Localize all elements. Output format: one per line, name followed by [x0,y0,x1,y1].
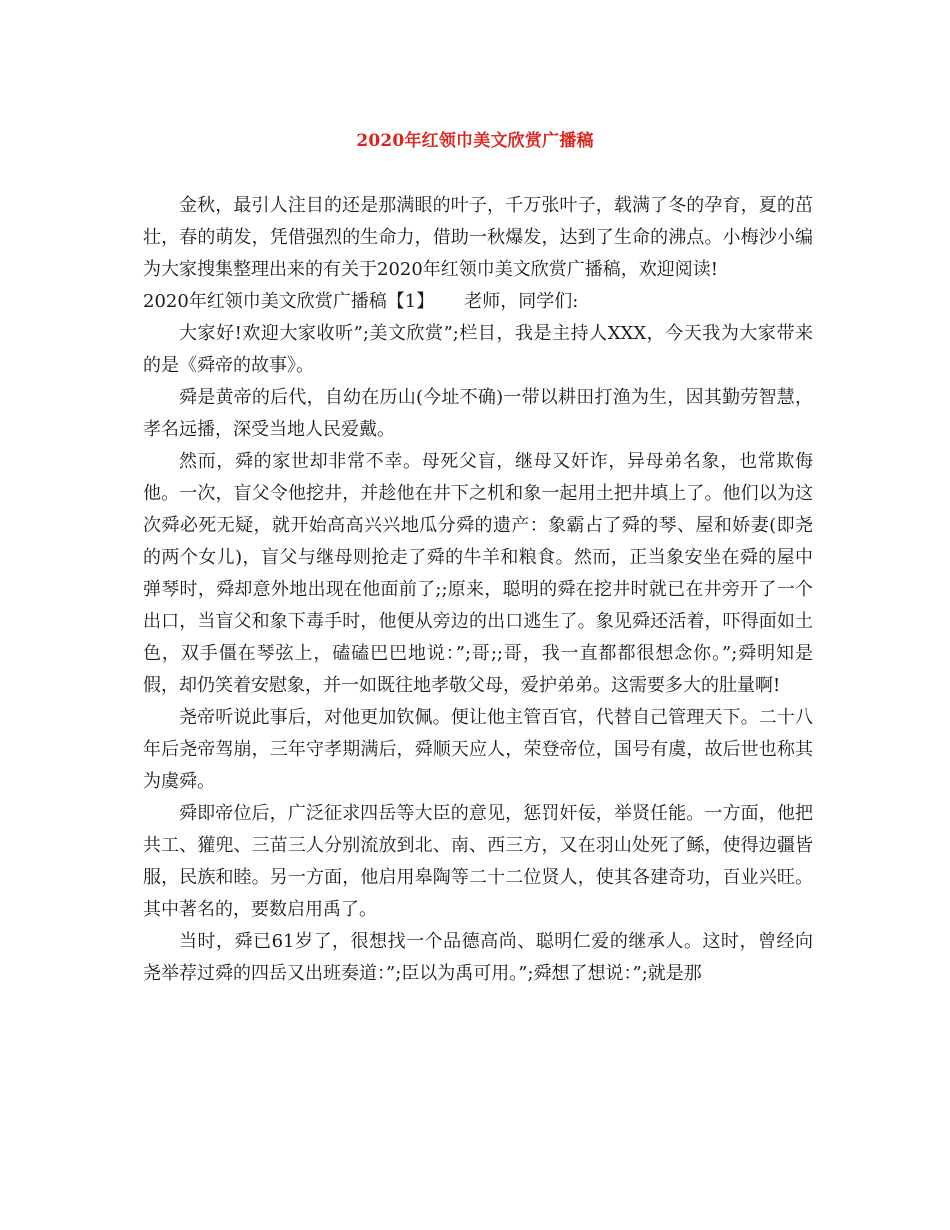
document-title: 2020年红领巾美文欣赏广播稿 [356,131,594,151]
document-body [143,190,813,990]
intro-paragraph: 金秋，最引人注目的还是那满眼的叶子，千万张叶子，载满了冬的孕育，夏的茁壮，春的萌发，凭借强烈的生命力，借助一秋爆发，达到了生命的沸点。小梅沙小编为大家搜集整理出来的有关于2020年红领巾美文欣赏广播稿，欢迎阅读! [143,195,813,280]
body-paragraph: 大家好!欢迎大家收听”;美文欣赏”;栏目，我是主持人XXX，今天我为大家带来的是《舜帝的故事》。 [143,323,813,376]
body-paragraph: 舜即帝位后，广泛征求四岳等大臣的意见，惩罚奸佞，举贤任能。一方面，他把共工、獾兜、三苗三人分别流放到北、南、西三方，又在羽山处死了鲧，使得边疆皆服，民族和睦。另一方面，他启用皋陶等二十二位贤人，使其各建奇功，百业兴旺。其中著名的，要数启用禹了。 [143,803,813,920]
body-paragraph: 当时，舜已61岁了，很想找一个品德高尚、聪明仁爱的继承人。这时，曾经向尧举荐过舜的四岳又出班奏道：”;臣以为禹可用。”;舜想了想说：”;就是那 [143,931,813,984]
body-paragraph: 尧帝听说此事后，对他更加钦佩。便让他主管百官，代替自己管理天下。二十八年后尧帝驾崩，三年守孝期满后，舜顺天应人，荣登帝位，国号有虞，故后世也称其为虞舜。 [143,707,813,792]
body-paragraph: 然而，舜的家世却非常不幸。母死父盲，继母又奸诈，异母弟名象，也常欺侮他。一次，盲父令他挖井，并趁他在井下之机和象一起用土把井填上了。他们以为这次舜必死无疑，就开始高高兴兴地瓜分舜的遗产：象霸占了舜的琴、屋和娇妻(即尧的两个女儿)，盲父与继母则抢走了舜的牛羊和粮食。然而，正当象安坐在舜的屋中弹琴时，舜却意外地出现在他面前了;;原来，聪明的舜在挖井时就已在井旁开了一个出口，当盲父和象下毒手时，他便从旁边的出口逃生了。象见舜还活着，吓得面如土色，双手僵在琴弦上，磕磕巴巴地说：”;哥;;哥，我一直都都很想念你。”;舜明知是假，却仍笑着安慰象，并一如既往地孝敬父母，爱护弟弟。这需要多大的肚量啊! [143,451,813,696]
greeting: 老师，同学们: [464,291,579,312]
body-paragraph: 舜是黄帝的后代，自幼在历山(今址不确)一带以耕田打渔为生，因其勤劳智慧，孝名远播，深受当地人民爱戴。 [143,387,813,440]
section-header-line [143,286,813,318]
section-heading: 2020年红领巾美文欣赏广播稿【1】 [143,291,435,312]
heading-spacer [434,286,464,318]
